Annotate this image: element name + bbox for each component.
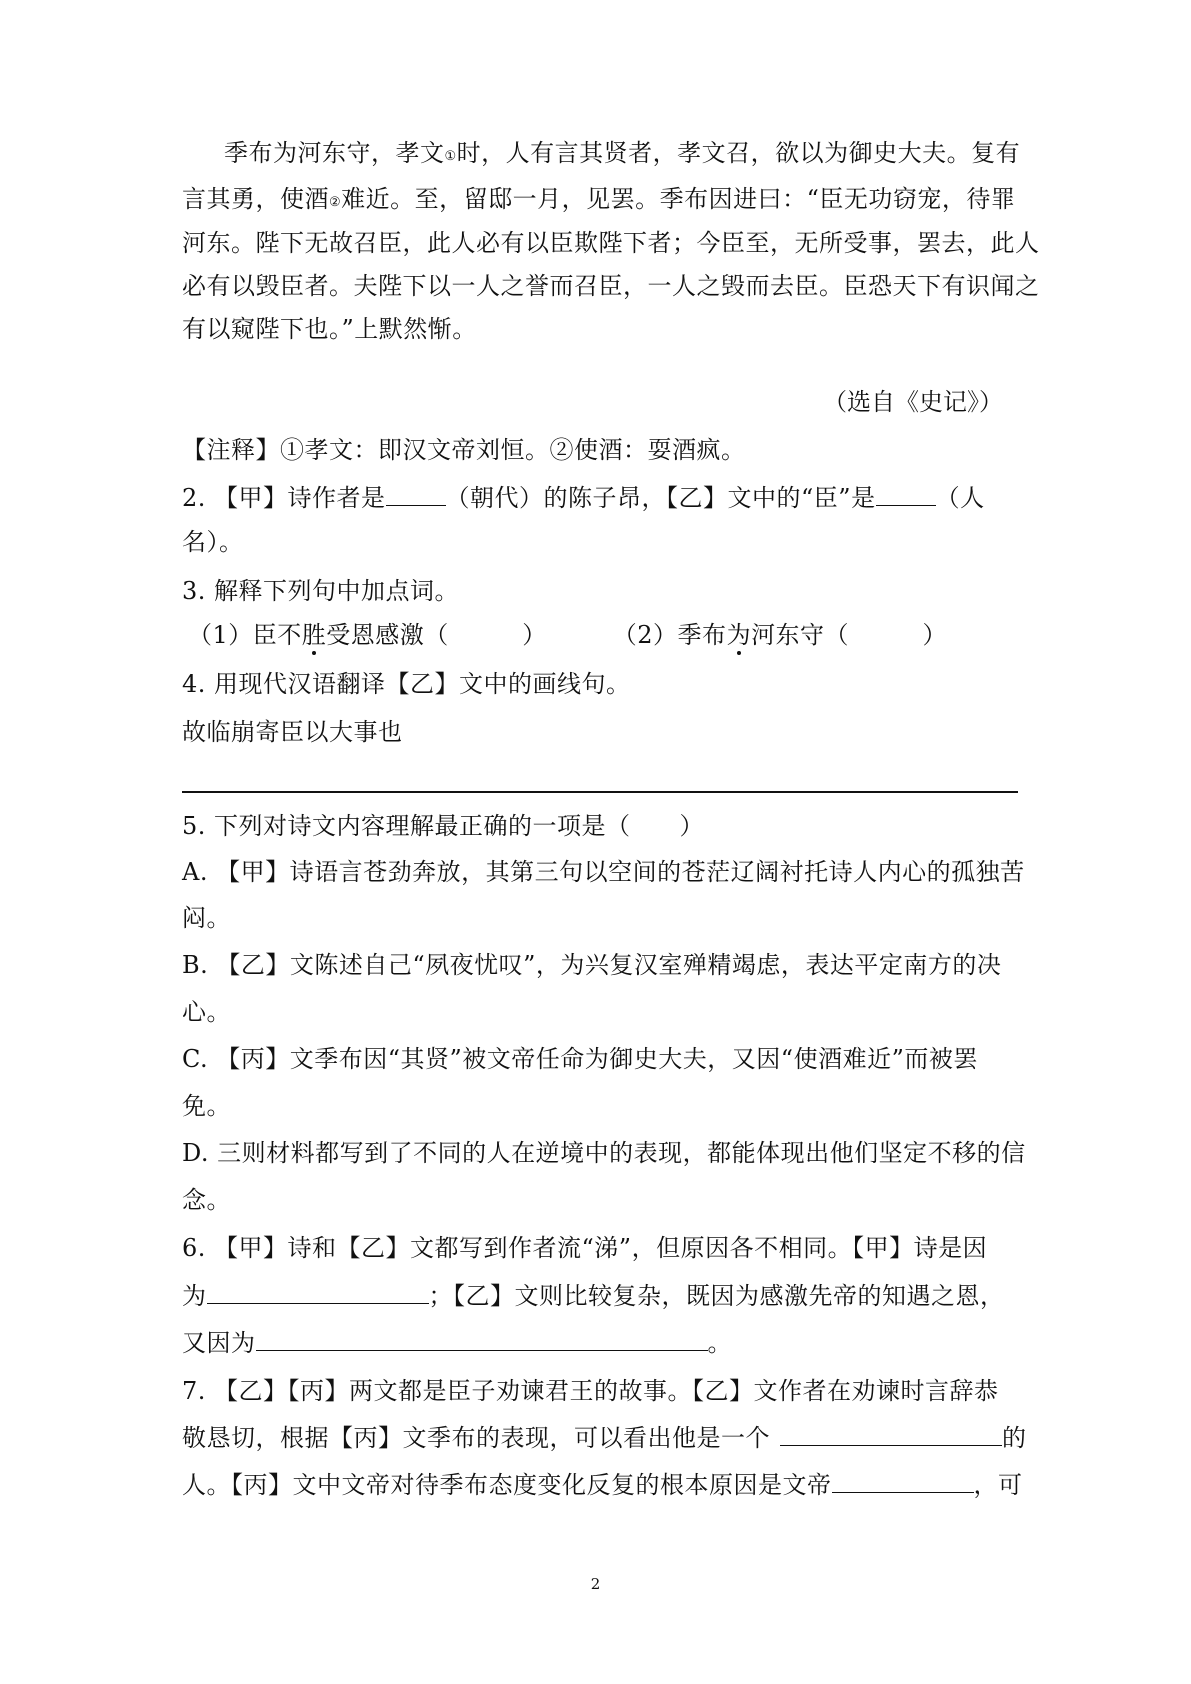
question-6-line-1: 6. 【甲】诗和【乙】文都写到作者流“涕”，但原因各不相同。【甲】诗是因	[182, 1234, 988, 1262]
question-text: （1）臣不	[188, 621, 302, 649]
option-c-line-2: 免。	[182, 1092, 231, 1120]
passage-line-4: 必有以毁臣者。夫陛下以一人之誉而召臣，一人之毁而去臣。臣恐天下有识闻之	[182, 272, 1040, 300]
question-text: ，可	[973, 1471, 1023, 1499]
question-text: （2）季布	[612, 621, 727, 649]
question-2-line-1	[182, 483, 985, 513]
question-4-title: 4. 用现代汉语翻译【乙】文中的画线句。	[182, 670, 631, 698]
passage-line-3: 河东。陛下无故召臣，此人必有以臣欺陛下者；今臣至，无所受事，罢去，此人	[182, 229, 1040, 257]
passage-line-2	[182, 184, 1015, 218]
question-6-line-2	[182, 1281, 1005, 1311]
question-7-line-2	[182, 1423, 1027, 1453]
passage-text: 季布为河东守，孝文	[224, 139, 445, 167]
question-3-items	[188, 620, 947, 650]
annotation-notes: 【注释】①孝文：即汉文帝刘恒。②使酒：耍酒疯。	[182, 436, 746, 464]
question-text: 2. 【甲】诗作者是	[182, 484, 386, 512]
question-6-line-3	[182, 1328, 732, 1358]
answer-blank-root-cause[interactable]	[832, 1470, 974, 1493]
passage-text: 难近。至，留邸一月，见罢。季布因进曰：“臣无功窃宠，待罪	[341, 185, 1016, 213]
answer-blank-dynasty[interactable]	[386, 483, 446, 506]
question-text: 为	[182, 1282, 207, 1310]
question-text: ；【乙】文则比较复杂，既因为感激先帝的知遇之恩，	[428, 1282, 1005, 1310]
answer-blank-poem-reason[interactable]	[207, 1281, 429, 1304]
dotted-word: 为	[726, 621, 752, 649]
option-a-line-2: 闷。	[182, 904, 231, 932]
option-b-line-1: B. 【乙】文陈述自己“夙夜忧叹”，为兴复汉室殚精竭虑，表达平定南方的决	[182, 951, 1002, 979]
footnote-marker: ②	[329, 195, 342, 210]
passage-text: 言其勇，使酒	[182, 185, 329, 213]
option-b-line-2: 心。	[182, 998, 231, 1026]
question-text: 的	[1002, 1424, 1027, 1452]
question-text: 。	[707, 1329, 732, 1357]
dotted-word: 胜	[301, 621, 327, 649]
question-3-title: 3. 解释下列句中加点词。	[182, 577, 460, 605]
option-a-line-1: A. 【甲】诗语言苍劲奔放，其第三句以空间的苍茫辽阔衬托诗人内心的孤独苦	[182, 858, 1025, 886]
passage-line-1	[224, 138, 1020, 172]
footnote-marker: ①	[444, 149, 457, 164]
question-7-line-3	[182, 1470, 1023, 1500]
option-d-line-2: 念。	[182, 1186, 231, 1214]
question-5-title: 5. 下列对诗文内容理解最正确的一项是（ ）	[182, 812, 705, 840]
question-4-sentence: 故临崩寄臣以大事也	[182, 718, 403, 746]
passage-text: 时，人有言其贤者，孝文召，欲以为御史大夫。复有	[456, 139, 1021, 167]
question-text: 人。【丙】文中文帝对待季布态度变化反复的根本原因是文帝	[182, 1471, 832, 1499]
question-7-line-1: 7. 【乙】【丙】两文都是臣子劝谏君王的故事。【乙】文作者在劝谏时言辞恭	[182, 1377, 999, 1405]
option-d-line-1: D. 三则材料都写到了不同的人在逆境中的表现，都能体现出他们坚定不移的信	[182, 1139, 1026, 1167]
question-text: 受恩感激（ ）	[326, 621, 547, 649]
answer-blank-prose-reason[interactable]	[256, 1328, 708, 1351]
answer-blank-person[interactable]	[876, 483, 936, 506]
question-2-line-2: 名）。	[182, 528, 244, 556]
passage-source: （选自《史记》）	[823, 388, 1003, 416]
option-c-line-1: C. 【丙】文季布因“其贤”被文帝任命为御史大夫，又因“使酒难近”而被罢	[182, 1045, 978, 1073]
question-text: （朝代）的陈子昂，【乙】文中的“臣”是	[445, 484, 876, 512]
page-number: 2	[590, 1575, 601, 1593]
question-text: （人	[935, 484, 985, 512]
answer-line[interactable]	[182, 791, 1018, 793]
question-text: 又因为	[182, 1329, 256, 1357]
passage-line-5: 有以窥陛下也。”上默然惭。	[182, 315, 477, 343]
question-text: 敬恳切，根据【丙】文季布的表现，可以看出他是一个	[182, 1424, 770, 1452]
question-text: 河东守（ ）	[751, 621, 948, 649]
answer-blank-character[interactable]	[780, 1423, 1002, 1446]
